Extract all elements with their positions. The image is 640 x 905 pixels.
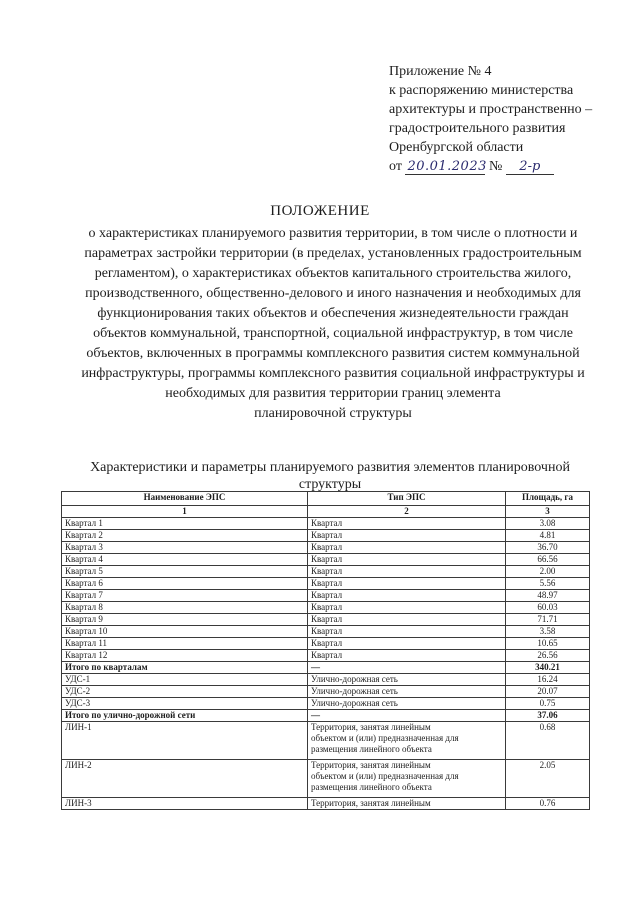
cell-type [308, 760, 506, 798]
table-row [62, 650, 590, 662]
cell-type: Квартал [308, 650, 506, 662]
cell-area: 20.07 [506, 686, 590, 698]
header-type: Тип ЭПС [308, 492, 506, 506]
cell-type-line: Территория, занятая линейным [311, 722, 431, 732]
cell-type [308, 722, 506, 760]
cell-name: Итого по улично-дорожной сети [62, 710, 308, 722]
table-row [62, 542, 590, 554]
document-subtitle [60, 224, 606, 424]
cell-name: ЛИН-2 [62, 760, 308, 798]
cell-name: Квартал 2 [62, 530, 308, 542]
table-row [62, 530, 590, 542]
appendix-date-line [389, 157, 629, 176]
cell-type-line: Территория, занятая линейным [311, 798, 431, 808]
cell-area: 66.56 [506, 554, 590, 566]
table-total-row [62, 662, 590, 674]
table-row [62, 614, 590, 626]
cell-type: Улично-дорожная сеть [308, 674, 506, 686]
cell-name: ЛИН-3 [62, 798, 308, 810]
cell-type: Квартал [308, 638, 506, 650]
cell-area: 0.68 [506, 722, 590, 760]
cell-area: 16.24 [506, 674, 590, 686]
cell-type: Квартал [308, 542, 506, 554]
cell-type: — [308, 662, 506, 674]
cell-type: Квартал [308, 566, 506, 578]
handwritten-date: 20.01.2023 [407, 159, 487, 174]
cell-name: Итого по кварталам [62, 662, 308, 674]
cell-type-line: объектом и (или) предназначенная для [311, 771, 459, 781]
cell-type-line: размещения линейного объекта [311, 744, 432, 754]
cell-name: Квартал 8 [62, 602, 308, 614]
characteristics-table [61, 491, 590, 810]
cell-type: Квартал [308, 530, 506, 542]
subtitle-line: о характеристиках планируемого развития территории, в том числе о плотности и [88, 226, 578, 241]
table-row [62, 638, 590, 650]
table-body [62, 518, 590, 810]
appendix-line: Оренбургской области [389, 140, 524, 155]
cell-type: Улично-дорожная сеть [308, 698, 506, 710]
cell-area: 2.00 [506, 566, 590, 578]
document-title: ПОЛОЖЕНИЕ [270, 203, 370, 219]
subtitle-line: необходимых для развития территории границ элемента [165, 386, 501, 401]
cell-name: Квартал 4 [62, 554, 308, 566]
table-row [62, 626, 590, 638]
table-row [62, 798, 590, 810]
cell-name: Квартал 6 [62, 578, 308, 590]
table-caption: Характеристики и параметры планируемого развития элементов планировочной структуры [90, 460, 570, 492]
cell-area: 71.71 [506, 614, 590, 626]
table-row [62, 698, 590, 710]
table-row [62, 578, 590, 590]
cell-area: 48.97 [506, 590, 590, 602]
cell-type: Квартал [308, 626, 506, 638]
appendix-line: архитектуры и пространственно – [389, 102, 593, 117]
cell-area: 10.65 [506, 638, 590, 650]
table-row [62, 674, 590, 686]
cell-type-line: объектом и (или) предназначенная для [311, 733, 459, 743]
subtitle-line: объектов коммунальной, транспортной, социальной инфраструктур, в том числе [93, 326, 573, 341]
cell-name: Квартал 11 [62, 638, 308, 650]
cell-type: — [308, 710, 506, 722]
subtitle-line: планировочной структуры [254, 406, 412, 421]
table-row [62, 722, 590, 760]
cell-name: УДС-2 [62, 686, 308, 698]
cell-area: 3.58 [506, 626, 590, 638]
cell-area: 60.03 [506, 602, 590, 614]
cell-type-line: размещения линейного объекта [311, 782, 432, 792]
appendix-block [389, 62, 629, 176]
cell-name: ЛИН-1 [62, 722, 308, 760]
table-row [62, 590, 590, 602]
table-row [62, 760, 590, 798]
cell-type: Квартал [308, 602, 506, 614]
cell-name: Квартал 5 [62, 566, 308, 578]
cell-name: Квартал 1 [62, 518, 308, 530]
cell-type-line: Территория, занятая линейным [311, 760, 431, 770]
cell-name: УДС-3 [62, 698, 308, 710]
cell-area: 340.21 [506, 662, 590, 674]
table-row [62, 554, 590, 566]
cell-name: Квартал 10 [62, 626, 308, 638]
column-number: 3 [506, 506, 590, 518]
appendix-line: градостроительного развития [389, 121, 566, 136]
cell-type: Квартал [308, 518, 506, 530]
subtitle-line: инфраструктуры, программы комплексного развития социальной инфраструктуры и [81, 366, 585, 381]
header-name: Наименование ЭПС [62, 492, 308, 506]
table-total-row [62, 710, 590, 722]
cell-area: 5.56 [506, 578, 590, 590]
appendix-line: к распоряжению министерства [389, 83, 574, 98]
cell-area: 37.06 [506, 710, 590, 722]
subtitle-line: функционирования таких объектов и обеспечения жизнедеятельности граждан [97, 306, 569, 321]
cell-type: Квартал [308, 554, 506, 566]
cell-name: Квартал 12 [62, 650, 308, 662]
cell-name: Квартал 7 [62, 590, 308, 602]
cell-area: 2.05 [506, 760, 590, 798]
cell-name: УДС-1 [62, 674, 308, 686]
table-row [62, 566, 590, 578]
subtitle-line: объектов, включенных в программы комплексного развития систем коммунальной [86, 346, 580, 361]
cell-area: 4.81 [506, 530, 590, 542]
column-number-row [62, 506, 590, 518]
column-number: 1 [62, 506, 308, 518]
column-number: 2 [308, 506, 506, 518]
table-row [62, 602, 590, 614]
handwritten-number: 2-р [506, 159, 554, 175]
appendix-line: Приложение № 4 [389, 64, 492, 79]
appendix-from: от [389, 159, 402, 174]
subtitle-line: регламентом), о характеристиках объектов капитального строительства жилого, [94, 266, 572, 281]
cell-type [308, 798, 506, 810]
cell-area: 26.56 [506, 650, 590, 662]
header-area: Площадь, га [506, 492, 590, 506]
cell-name: Квартал 3 [62, 542, 308, 554]
table-header-row [62, 492, 590, 506]
cell-area: 0.76 [506, 798, 590, 810]
cell-type: Квартал [308, 578, 506, 590]
cell-type: Квартал [308, 614, 506, 626]
cell-type: Улично-дорожная сеть [308, 686, 506, 698]
table-row [62, 686, 590, 698]
number-sign: № [488, 159, 503, 174]
subtitle-line: параметрах застройки территории (в пределах, установленных градостроительным [84, 246, 582, 261]
subtitle-line: производственного, общественно-делового и иного назначения и необходимых для [85, 286, 581, 301]
cell-area: 36.70 [506, 542, 590, 554]
cell-area: 0.75 [506, 698, 590, 710]
table-row [62, 518, 590, 530]
cell-name: Квартал 9 [62, 614, 308, 626]
cell-area: 3.08 [506, 518, 590, 530]
cell-type: Квартал [308, 590, 506, 602]
